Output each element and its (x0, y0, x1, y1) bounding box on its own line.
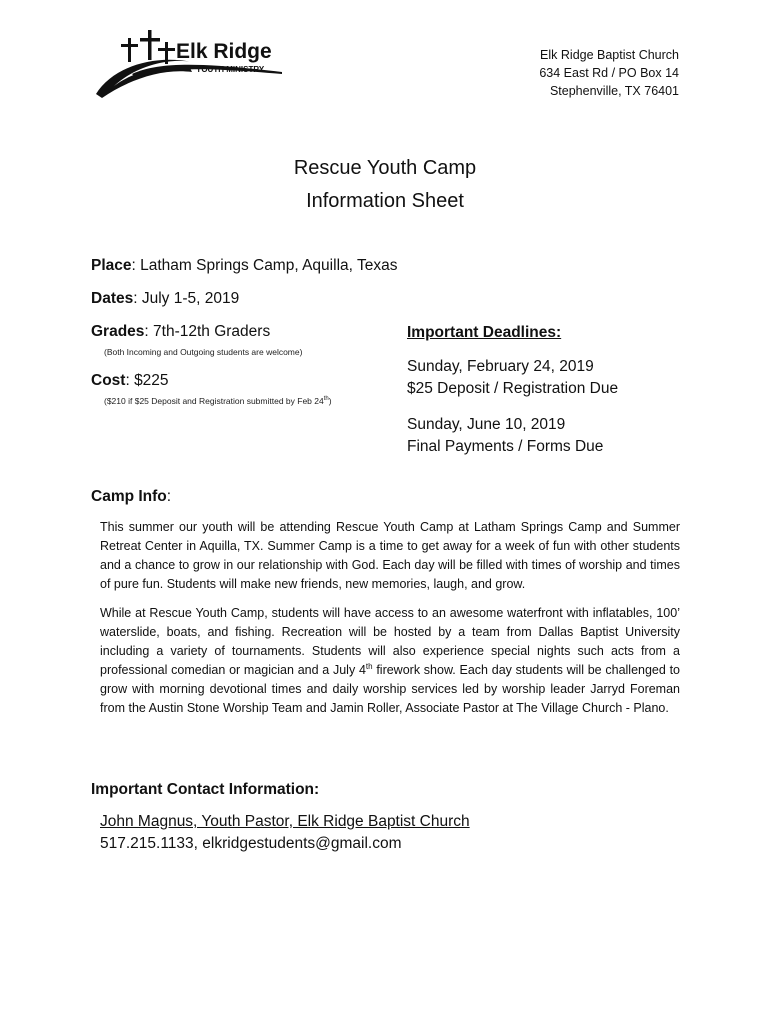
deadlines-section (407, 322, 707, 472)
address-line3: Stephenville, TX 76401 (549, 84, 679, 98)
deadline-date: Sunday, February 24, 2019 (407, 358, 594, 375)
title-line1: Rescue Youth Camp (293, 157, 477, 179)
contact-info (100, 811, 470, 855)
cost-note-end: ) (328, 395, 332, 406)
cost-value: : $225 (125, 372, 169, 389)
cost-field (91, 371, 169, 391)
grades-value: : 7th-12th Graders (144, 323, 271, 340)
place-field (91, 256, 397, 276)
deadlines-header-colon: : (556, 324, 562, 341)
camp-info-header-text: Camp Info (91, 488, 167, 505)
dates-field (91, 289, 239, 309)
camp-info-paragraph: This summer our youth will be attending Rescue Youth Camp at Latham Springs Camp and Summer Retreat Center in Aquilla, TX. Summer Camp is a time to get away for a week of fun with other students and a chance to grow in our relationship with God. Each day will be filled with times of worship and times of pure fun. Students will make new friends, new memories, laugh, and grow. (100, 520, 680, 591)
logo-line2: Youth Ministry (196, 65, 265, 74)
deadline-desc: $25 Deposit / Registration Due (407, 380, 619, 397)
cost-label: Cost (91, 372, 126, 389)
camp-info-paragraph-2-sup: th (365, 661, 373, 671)
cost-note-sup: th (323, 396, 329, 402)
grades-label: Grades (91, 323, 145, 340)
contact-name: John Magnus, Youth Pastor, Elk Ridge Baptist Church (100, 813, 470, 830)
deadline-item (407, 356, 707, 400)
dates-value: : July 1-5, 2019 (133, 290, 240, 307)
elk-ridge-logo-graphic (92, 28, 292, 100)
page-title (0, 152, 770, 218)
dates-label: Dates (91, 290, 134, 307)
contact-header: Important Contact Information: (91, 781, 320, 798)
cross-icon-center (148, 30, 152, 60)
camp-info-paragraph-2 (100, 604, 680, 718)
cross-icon (128, 38, 131, 62)
elk-ridge-logo (92, 28, 292, 100)
logo-line1: Elk Ridge (176, 40, 272, 63)
church-address (539, 46, 679, 100)
cross-bar-center (140, 38, 160, 42)
deadline-date: Sunday, June 10, 2019 (407, 416, 566, 433)
cost-note (104, 393, 332, 407)
deadline-item (407, 414, 707, 458)
camp-info-paragraph-2-text: While at Rescue Youth Camp, students will have access to an awesome waterfront with inflatables, 100’ waterslide, boats, and fishing. Recreation will be hosted by a team from Dallas Baptist University including a variety of tournaments. Students will also experience special nights such acts from a professional comedian or magician and a July 4 (100, 606, 680, 677)
grades-field (91, 322, 270, 342)
address-line2: 634 East Rd / PO Box 14 (539, 66, 679, 80)
title-line2: Information Sheet (306, 190, 464, 212)
camp-info-paragraph-2-end: firework show. Each day students will be challenged to grow with morning devotional times and daily worship services led by worship leader Jarryd Foreman from the Austin Stone Worship Team and Jamin Roller, Associate Pastor at The Village Church - Plano. (100, 663, 680, 715)
camp-info-header (91, 487, 171, 507)
deadline-desc: Final Payments / Forms Due (407, 438, 604, 455)
camp-info-body (100, 518, 680, 728)
place-value: : Latham Springs Camp, Aquilla, Texas (131, 257, 398, 274)
contact-phone-email: 517.215.1133, elkridgestudents@gmail.com (100, 835, 402, 852)
cross-bar (121, 44, 138, 47)
cost-note-text: ($210 if $25 Deposit and Registration submitted by Feb 24 (104, 395, 324, 406)
grades-note: (Both Incoming and Outgoing students are welcome) (104, 347, 303, 357)
cross-bar-right (158, 48, 175, 51)
deadlines-header (407, 322, 707, 344)
place-label: Place (91, 257, 132, 274)
deadlines-header-text: Important Deadlines (407, 324, 556, 341)
address-line1: Elk Ridge Baptist Church (540, 48, 679, 62)
camp-info-header-colon: : (166, 488, 172, 505)
